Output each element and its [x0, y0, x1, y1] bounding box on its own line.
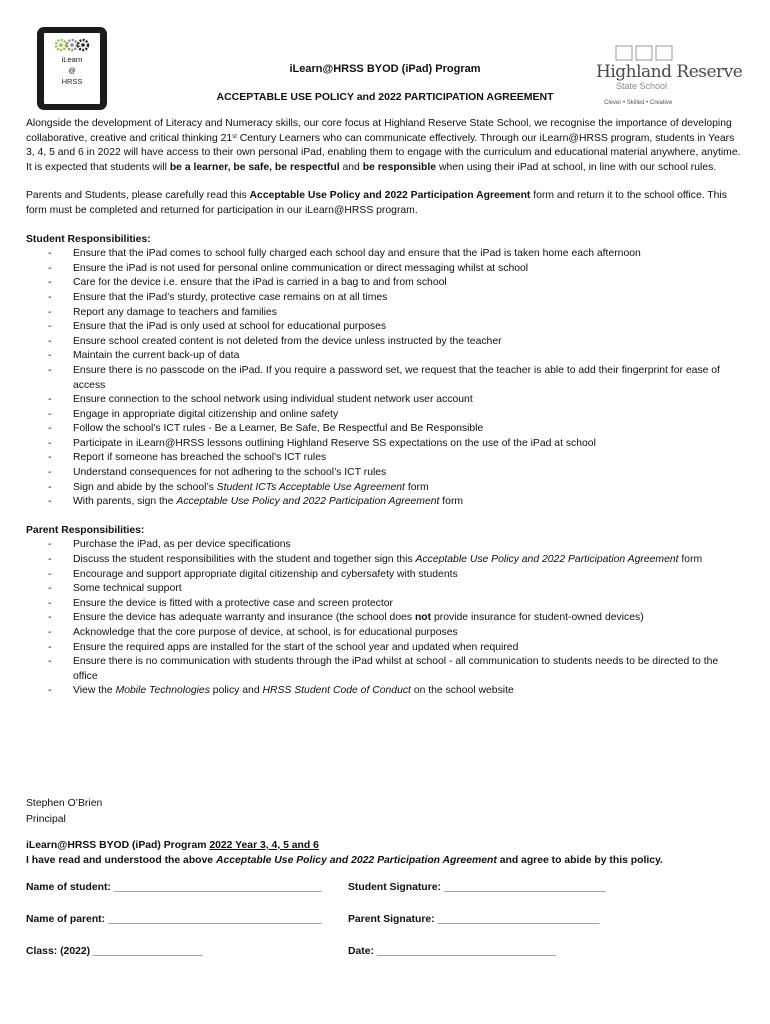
instructions-text-a: Parents and Students, please carefully read this	[26, 190, 250, 202]
student-item: - Ensure there is no passcode on the iPad. If you require a password set, we request that the teacher is able to add their fingerprint for ease of access	[26, 364, 744, 393]
book-pages-icon	[614, 44, 674, 62]
text: and agree to abide by this policy.	[496, 855, 663, 866]
intro-paragraph	[26, 117, 744, 175]
principal-role: Principal	[26, 814, 66, 825]
student-item: - Ensure that the iPad is only used at school for educational purposes	[26, 320, 744, 335]
student-item-sign-policy	[26, 495, 744, 510]
parent-item: - Ensure the device is fitted with a protective case and screen protector	[26, 597, 744, 612]
text: Ensure the device has adequate warranty and insurance (the school does	[73, 612, 415, 624]
text: provide insurance for student-owned devices)	[431, 612, 644, 624]
agreement-statement	[26, 838, 744, 868]
school-logo-name: Highland Reserve	[596, 62, 743, 82]
italic-text: Acceptable Use Policy and 2022 Participation Agreement	[415, 554, 679, 566]
text: policy and	[209, 685, 263, 697]
student-item: - Understand consequences for not adhering to the school’s ICT rules	[26, 466, 744, 481]
class-field[interactable]: Class: (2022) ___________________	[26, 946, 203, 957]
student-item: - Report if someone has breached the school’s ICT rules	[26, 451, 744, 466]
instructions-text-b: form and return it to the school office. This form must be completed and returned for participation in our iLearn@HRSS program.	[26, 190, 727, 216]
bold-text: not	[414, 612, 432, 624]
intro-text-c: and	[339, 161, 363, 173]
italic-text: Acceptable Use Policy and 2022 Participation Agreement	[176, 496, 440, 508]
agreement-line-1	[26, 838, 744, 853]
agreement-line-2	[26, 853, 744, 868]
student-name-field[interactable]: Name of student: ____________________________________	[26, 882, 322, 893]
principal-signature	[26, 796, 744, 828]
student-signature-field[interactable]: Student Signature: ____________________________	[348, 882, 606, 893]
parent-name-field[interactable]: Name of parent: _____________________________________	[26, 914, 322, 925]
principal-name: Stephen O’Brien	[26, 798, 103, 809]
text: form	[404, 481, 429, 493]
student-item: - Report any damage to teachers and families	[26, 306, 744, 321]
student-item: - Ensure connection to the school network using individual student network user account	[26, 393, 744, 408]
italic-text: Acceptable Use Policy and 2022 Participation Agreement	[215, 855, 497, 866]
intro-bold-2: be responsible	[362, 161, 437, 173]
parent-item: - Acknowledge that the core purpose of device, at school, is for educational purposes	[26, 626, 744, 641]
student-item-sign-ict	[26, 481, 744, 496]
program-title: iLearn@HRSS BYOD (iPad) Program	[289, 63, 481, 75]
intro-sup: st	[232, 133, 237, 140]
student-heading: Student Responsibilities:	[26, 233, 151, 245]
main-content	[26, 117, 744, 699]
instructions-bold: Acceptable Use Policy and 2022 Participation Agreement	[249, 190, 531, 202]
student-item: - Ensure that the iPad comes to school fully charged each school day and ensure that the iPad is taken home each afternoon	[26, 247, 744, 262]
gears-icon	[52, 38, 92, 52]
italic-text: Mobile Technologies	[115, 685, 210, 697]
parent-item: - Ensure there is no communication with students through the iPad whilst at school - all communication to students needs to be directed to the office	[26, 655, 744, 684]
text: form	[439, 496, 464, 508]
parent-item: - Purchase the iPad, as per device specifications	[26, 538, 744, 553]
text: form	[678, 554, 703, 566]
logo-line-at: @	[68, 66, 76, 75]
text: With parents, sign the	[73, 496, 177, 508]
italic-text: Student ICTs Acceptable Use Agreement	[216, 481, 405, 493]
parent-item: - Some technical support	[26, 582, 744, 597]
italic-text: HRSS Student Code of Conduct	[262, 685, 411, 697]
parent-heading: Parent Responsibilities:	[26, 524, 145, 536]
parent-item	[26, 684, 744, 699]
instructions-paragraph	[26, 189, 744, 218]
parent-item	[26, 553, 744, 568]
date-field[interactable]: Date: _______________________________	[348, 946, 557, 957]
text: on the school website	[410, 685, 514, 697]
school-logo-tagline: Clever • Skilled • Creative	[604, 100, 673, 106]
underlined-text: 2022 Year 3, 4, 5 and 6	[209, 840, 319, 851]
text: Sign and abide by the school’s	[73, 481, 217, 493]
student-list	[26, 247, 744, 510]
school-logo-sub: State School	[616, 81, 668, 91]
logo-line-hrss: HRSS	[61, 77, 83, 86]
parent-signature-field[interactable]: Parent Signature: ____________________________	[348, 914, 600, 925]
parent-item	[26, 611, 744, 626]
student-item: - Follow the school’s ICT rules - Be a Learner, Be Safe, Be Respectful and Be Responsible	[26, 422, 744, 437]
intro-text-a: Alongside the development of Literacy and Numeracy skills, our core focus at Highland Reserve State School, we recognise the importance of developing collaborative, creative and critical thinking 21	[26, 118, 732, 144]
policy-title: ACCEPTABLE USE POLICY and 2022 PARTICIPATION AGREEMENT	[216, 91, 554, 103]
intro-bold-1: be a learner, be safe, be respectful	[169, 161, 340, 173]
student-item: - Maintain the current back-up of data	[26, 349, 744, 364]
student-item: - Ensure the iPad is not used for personal online communication or direct messaging whilst at school	[26, 262, 744, 277]
parent-list	[26, 538, 744, 699]
text: I have read and understood the above	[26, 855, 216, 866]
student-item: - Ensure school created content is not deleted from the device unless instructed by the teacher	[26, 335, 744, 350]
text: View the	[73, 685, 116, 697]
logo-line-ilearn: iLearn	[61, 55, 83, 64]
student-item: - Care for the device i.e. ensure that the iPad is carried in a bag to and from school	[26, 276, 744, 291]
parent-item: - Encourage and support appropriate digital citizenship and cybersafety with students	[26, 568, 744, 583]
text: iLearn@HRSS BYOD (iPad) Program	[26, 840, 210, 851]
intro-text-b: Century Learners who can communicate effectively. Through our iLearn@HRSS program, students in Years 3, 4, 5 and 6 in 2022 will have access to their own personal iPad, enabling them to engage with the curriculum and educational material anywhere, anytime. It is expected that students will	[26, 132, 741, 173]
student-item: - Ensure that the iPad’s sturdy, protective case remains on at all times	[26, 291, 744, 306]
text: Discuss the student responsibilities with the student and together sign this	[73, 554, 416, 566]
student-item: - Participate in iLearn@HRSS lessons outlining Highland Reserve SS expectations on the use of the iPad at school	[26, 437, 744, 452]
intro-text-d: when using their iPad at school, in line with our school rules.	[436, 161, 717, 173]
student-item: - Engage in appropriate digital citizenship and online safety	[26, 408, 744, 423]
parent-item: - Ensure the required apps are installed for the start of the school year and updated when required	[26, 641, 744, 656]
